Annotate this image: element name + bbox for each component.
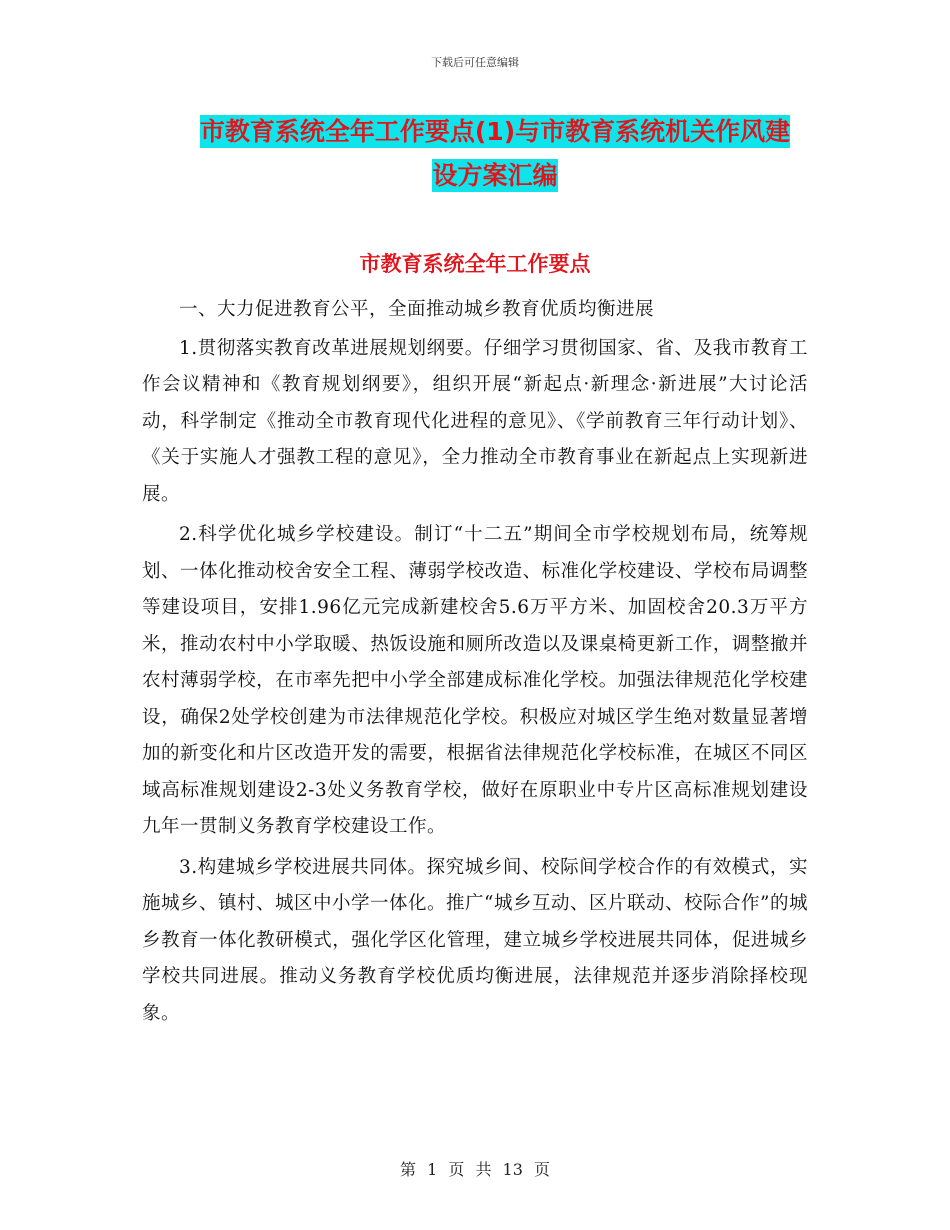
page-footer: 第 1 页 共 13 页	[400, 1160, 550, 1179]
section-title: 市教育系统全年工作要点	[359, 252, 591, 276]
body-paragraph-3: 3.构建城乡学校进展共同体。探究城乡间、校际间学校合作的有效模式，实施城乡、镇村、城区中小学一体化。推广“城乡互动、区片联动、校际合作”的城乡教育一体化教研模式，强化学区化管理，建立城乡学校进展共同体，促进城乡学校共同进展。推动义务教育学校优质均衡进展，法律规范并逐步消除择校现象。	[142, 856, 808, 1024]
header-note: 下载后可任意编辑	[431, 56, 519, 69]
document-title	[140, 110, 850, 198]
body-paragraph-2: 2.科学优化城乡学校建设。制订“十二五”期间全市学校规划布局，统筹规划、一体化推动校舍安全工程、薄弱学校改造、标准化学校建设、学校布局调整等建设项目，安排1.96亿元完成新建校舍5.6万平方米、加固校舍20.3万平方米，推动农村中小学取暖、热饭设施和厕所改造以及课桌椅更新工作，调整撤并农村薄弱学校，在市率先把中小学全部建成标准化学校。加强法律规范化学校建设，确保2处学校创建为市法律规范化学校。积极应对城区学生绝对数量显著增加的新变化和片区改造开发的需要，根据省法律规范化学校标准，在城区不同区域高标准规划建设2-3处义务教育学校，做好在原职业中专片区高标准规划建设九年一贯制义务教育学校建设工作。	[142, 524, 808, 837]
document-title-line-2: 设方案汇编	[432, 161, 558, 190]
document-body	[142, 292, 808, 1032]
body-paragraph-1: 1.贯彻落实教育改革进展规划纲要。仔细学习贯彻国家、省、及我市教育工作会议精神和《教育规划纲要》，组织开展“新起点·新理念·新进展”大讨论活动，科学制定《推动全市教育现代化进程的意见》、《学前教育三年行动计划》、《关于实施人才强教工程的意见》，全力推动全市教育事业在新起点上实现新进展。	[142, 337, 808, 505]
heading-paragraph: 一、大力促进教育公平，全面推动城乡教育优质均衡进展	[179, 299, 655, 320]
document-title-line-1: 市教育系统全年工作要点(1)与市教育系统机关作风建	[199, 117, 791, 146]
